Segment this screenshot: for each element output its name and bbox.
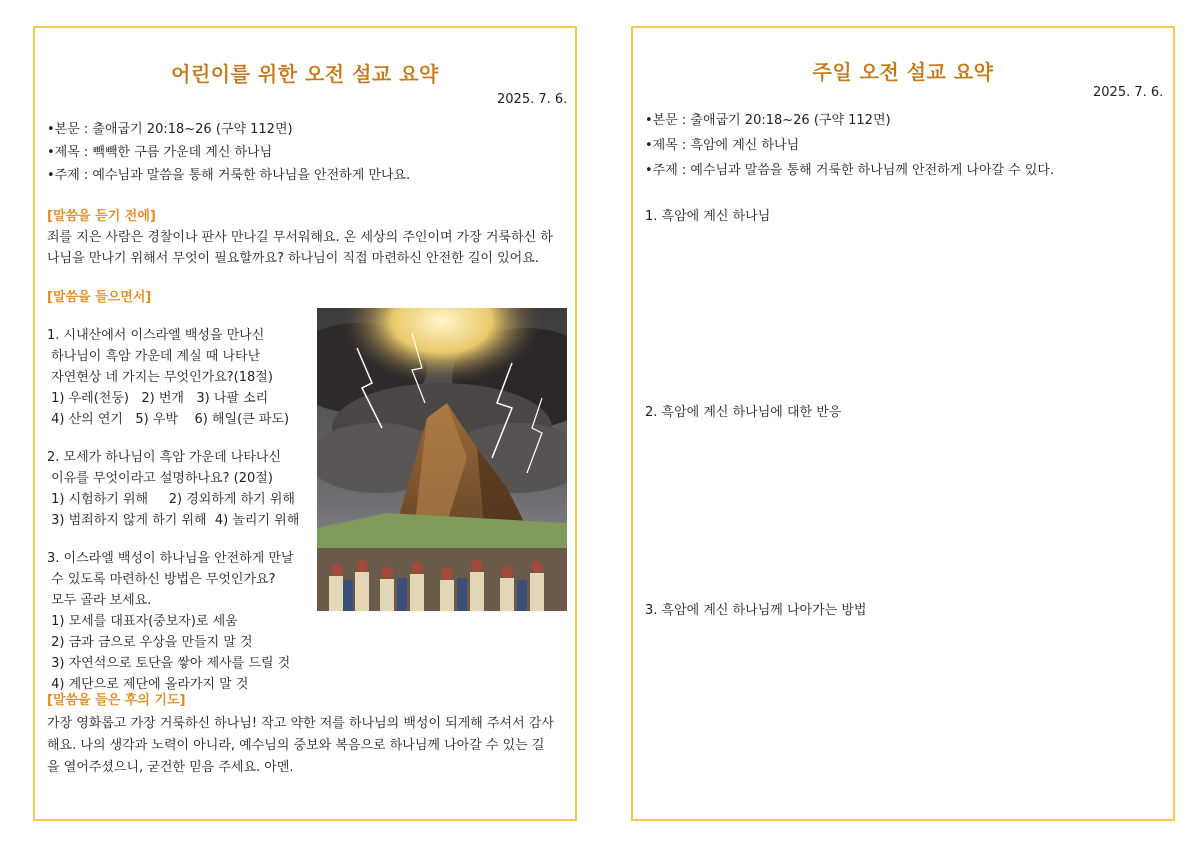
scripture-line: •본문 : 출애굽기 20:18~26 (구약 112면) (645, 113, 891, 128)
answer-line: 1) 시험하기 위해 2) 경외하게 하기 위해 (47, 492, 295, 507)
answer-line: 3) 자연석으로 토단을 쌓아 제사를 드릴 것 (47, 656, 291, 671)
question-line: 수 있도록 마련하신 방법은 무엇인가요? (47, 572, 276, 587)
scripture-line: •본문 : 출애굽기 20:18~26 (구약 112면) (47, 122, 293, 137)
answer-line: 4) 산의 연기 5) 우박 6) 해일(큰 파도) (47, 412, 290, 427)
answer-line: 1) 모세를 대표자(중보자)로 세움 (47, 614, 238, 629)
sermon-theme-line: •주제 : 예수님과 말씀을 통해 거룩한 하나님께 안전하게 나아갈 수 있다. (645, 163, 1055, 178)
question-2 (47, 426, 317, 531)
mount-sinai-illustration (317, 308, 567, 611)
question-line: 3. 이스라엘 백성이 하나님을 안전하게 만날 (47, 551, 294, 566)
before-text-line: 나님을 만나기 위해서 무엇이 필요할까요? 하나님이 직접 마련하신 안전한 길이 있어요. (47, 251, 539, 266)
question-line: 모두 골라 보세요. (47, 593, 152, 608)
section-during-heading: [말씀을 들으면서] (47, 290, 152, 305)
prayer-line: 해요. 나의 생각과 노력이 아니라, 예수님의 중보와 복음으로 하나님께 나아갈 수 있는 길 (47, 738, 545, 753)
question-1 (47, 304, 317, 430)
adult-sermon-page (631, 26, 1175, 821)
sermon-theme-line: •주제 : 예수님과 말씀을 통해 거룩한 하나님을 안전하게 만나요. (47, 168, 411, 183)
prayer-line: 가장 영화롭고 가장 거룩하신 하나님! 작고 약한 저를 하나님의 백성이 되게해 주셔서 감사 (47, 716, 554, 731)
page-title: 어린이를 위한 오전 설교 요약 (171, 62, 439, 86)
outline-point-2: 2. 흑암에 계신 하나님에 대한 반응 (645, 405, 842, 420)
sermon-date: 2025. 7. 6. (497, 92, 568, 107)
sermon-date: 2025. 7. 6. (1093, 85, 1164, 100)
outline-point-3: 3. 흑암에 계신 하나님께 나아가는 방법 (645, 603, 867, 618)
question-line: 자연현상 네 가지는 무엇인가요?(18절) (47, 370, 273, 385)
sermon-title-line: •제목 : 빽빽한 구름 가운데 계신 하나님 (47, 145, 273, 160)
answer-line: 1) 우레(천둥) 2) 번개 3) 나팔 소리 (47, 391, 269, 406)
before-text-line: 죄를 지은 사람은 경찰이나 판사 만나길 무서워해요. 온 세상의 주인이며 가장 거룩하신 하 (47, 230, 553, 245)
question-line: 1. 시내산에서 이스라엘 백성을 만나신 (47, 328, 265, 343)
question-line: 2. 모세가 하나님이 흑암 가운데 나타나신 (47, 450, 281, 465)
section-before-heading: [말씀을 듣기 전에] (47, 209, 156, 224)
childrens-sermon-page (33, 26, 577, 821)
sermon-title-line: •제목 : 흑암에 계신 하나님 (645, 138, 800, 153)
answer-line: 4) 계단으로 제단에 올라가지 말 것 (47, 677, 249, 692)
page-title: 주일 오전 설교 요약 (812, 60, 994, 84)
question-line: 하나님이 흑암 가운데 계실 때 나타난 (47, 349, 261, 364)
prayer-line: 을 열어주셨으니, 굳건한 믿음 주세요. 아멘. (47, 760, 294, 775)
answer-line: 2) 금과 금으로 우상을 만들지 말 것 (47, 635, 253, 650)
section-prayer-heading: [말씀을 들은 후의 기도] (47, 693, 186, 708)
question-3 (47, 527, 317, 695)
question-line: 이유를 무엇이라고 설명하나요? (20절) (47, 471, 273, 486)
outline-point-1: 1. 흑암에 계신 하나님 (645, 209, 771, 224)
answer-line: 3) 범죄하지 않게 하기 위해 4) 놀리기 위해 (47, 513, 300, 528)
